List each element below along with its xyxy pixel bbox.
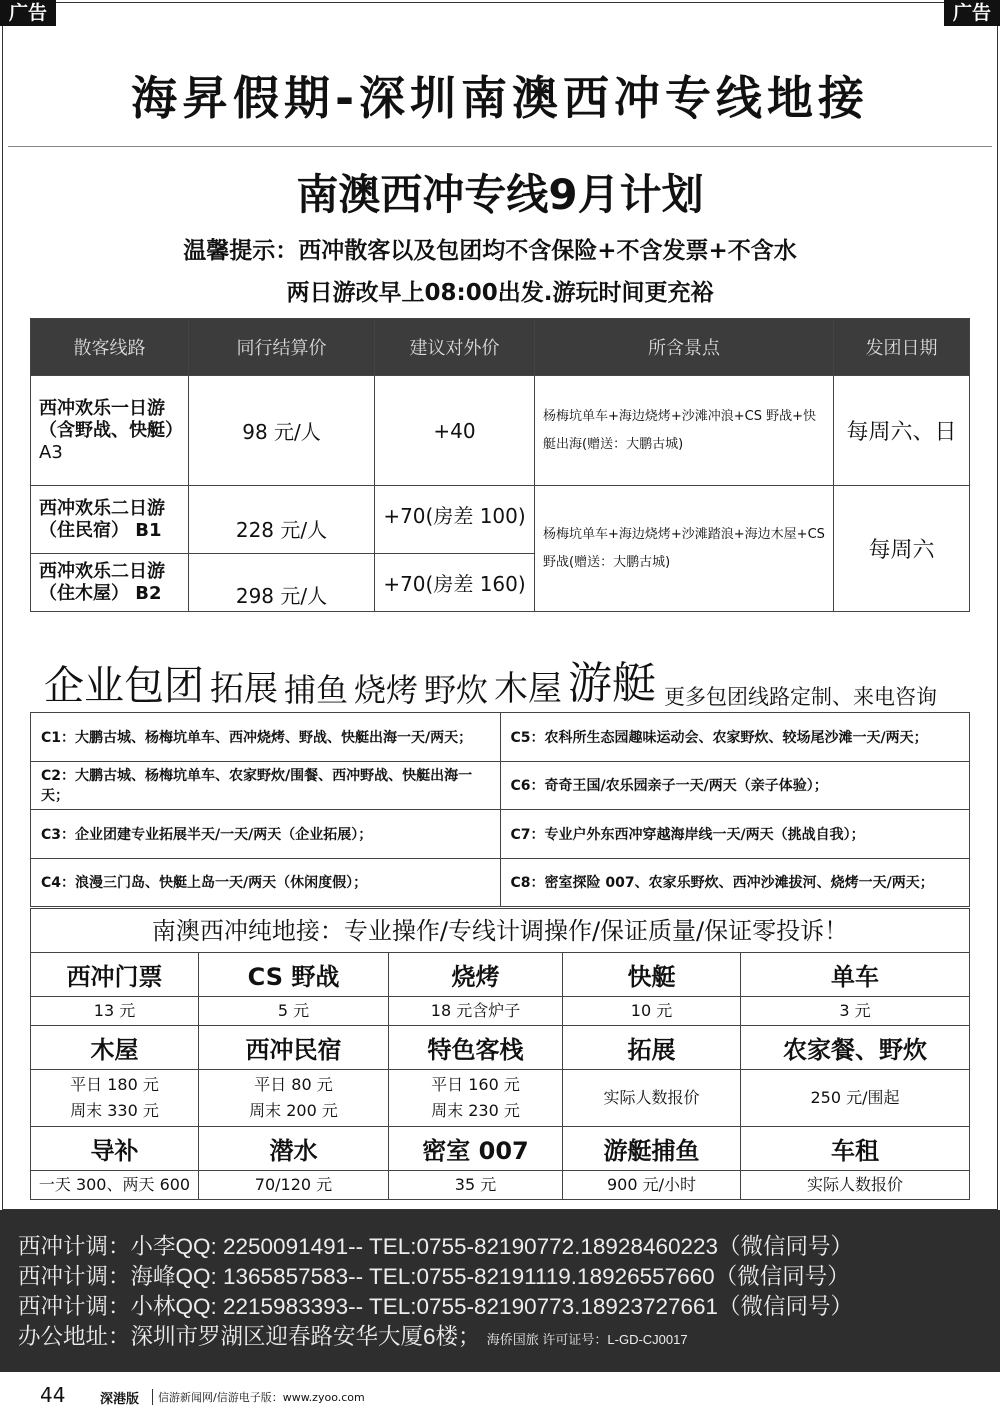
price-item-value: 10 元 — [563, 997, 741, 1026]
group-route: C5：农科所生态园趣味运动会、农家野炊、较场尾沙滩一天/两天； — [500, 713, 970, 762]
price-item-name: 单车 — [741, 953, 970, 997]
net-price: 98 元/人 — [189, 376, 375, 486]
notice: 两日游改早上08:00出发.游玩时间更充裕 — [286, 280, 714, 306]
spots: 杨梅坑单车+海边烧烤+沙滩踏浪+海边木屋+CS 野战(赠送：大鹏古城) — [535, 486, 834, 612]
price-item-name: 烧烤 — [389, 953, 563, 997]
price-name-row — [31, 1026, 970, 1070]
price-item-name: CS 野战 — [199, 953, 389, 997]
table-row — [31, 713, 970, 762]
price-item-name: 快艇 — [563, 953, 741, 997]
table-row — [31, 810, 970, 859]
banner-word: 企业包团 — [44, 663, 204, 709]
subtitle: 南澳西冲专线9月计划 — [296, 170, 704, 219]
banner-word: 游艇 — [568, 657, 657, 709]
group-route: C2：大鹏古城、杨梅坑单车、农家野炊/围餐、西冲野战、快艇出海一天； — [31, 761, 501, 810]
group-route: C4：浪漫三门岛、快艇上岛一天/两天（休闲度假）； — [31, 858, 501, 907]
price-item-value: 实际人数报价 — [563, 1070, 741, 1127]
price-item-value: 18 元含炉子 — [389, 997, 563, 1026]
group-route: C3：企业团建专业拓展半天/一天/两天（企业拓展）； — [31, 810, 501, 859]
group-tour-banner — [44, 624, 658, 708]
price-value-row — [31, 1070, 970, 1127]
price-item-name: 农家餐、野炊 — [741, 1026, 970, 1070]
suggested-price: +70(房差 160) — [375, 554, 535, 612]
divider — [8, 146, 992, 147]
departure-date: 每周六 — [834, 486, 970, 612]
price-item-value: 900 元/小时 — [563, 1171, 741, 1200]
header-cell: 散客线路 — [31, 319, 189, 376]
price-name-row — [31, 1127, 970, 1171]
net-price: 228 元/人 — [189, 486, 375, 554]
banner-word: 捕鱼 — [284, 670, 349, 709]
price-item-name: 潜水 — [199, 1127, 389, 1171]
route-name — [31, 486, 189, 554]
price-item-name: 车租 — [741, 1127, 970, 1171]
route-line: （住木屋） B2 — [39, 582, 162, 604]
group-route: C6：奇奇王国/农乐园亲子一天/两天（亲子体验）； — [500, 761, 970, 810]
address: 办公地址：深圳市罗湖区迎春路安华大厦6楼； — [18, 1324, 481, 1349]
price-item-name: 木屋 — [31, 1026, 199, 1070]
page-title: 海昇假期-深圳南澳西冲专线地接 — [130, 71, 870, 125]
contact-line: 西冲计调：小李QQ: 2250091491-- TEL:0755-82190772.18928460223（微信同号） — [18, 1234, 854, 1259]
price-name-row — [31, 953, 970, 997]
website: 信游新闻网/信游电子版：www.zyoo.com — [152, 1389, 365, 1405]
route-line: A3 — [39, 441, 63, 463]
route-name — [31, 376, 189, 486]
group-route: C7：专业户外东西冲穿越海岸线一天/两天（挑战自我）； — [500, 810, 970, 859]
schedule-table — [30, 318, 970, 612]
table-row — [31, 486, 970, 554]
table-row — [31, 761, 970, 810]
route-line: （住民宿） B1 — [39, 519, 162, 541]
price-item-value: 平日 180 元 周末 330 元 — [31, 1070, 199, 1127]
price-item-value: 3 元 — [741, 997, 970, 1026]
route-line: 西冲欢乐二日游 — [39, 497, 165, 519]
table-header — [31, 319, 970, 376]
route-line: 西冲欢乐二日游 — [39, 560, 165, 582]
price-item-value: 70/120 元 — [199, 1171, 389, 1200]
edition: 深港版 — [100, 1392, 140, 1407]
price-item-value: 250 元/围起 — [741, 1070, 970, 1127]
header-cell: 发团日期 — [834, 319, 970, 376]
contact-line: 西冲计调：小林QQ: 2215983393-- TEL:0755-82190773.18923727661（微信同号） — [18, 1294, 854, 1319]
ad-label-right: 广告 — [944, 0, 1000, 26]
header-cell: 同行结算价 — [189, 319, 375, 376]
group-route: C1：大鹏古城、杨梅坑单车、西冲烧烤、野战、快艇出海一天/两天； — [31, 713, 501, 762]
header-cell: 所含景点 — [535, 319, 834, 376]
table-row — [31, 858, 970, 907]
price-item-value: 一天 300、两天 600 — [31, 1171, 199, 1200]
price-item-value: 5 元 — [199, 997, 389, 1026]
price-item-value: 实际人数报价 — [741, 1171, 970, 1200]
price-item-value: 平日 160 元 周末 230 元 — [389, 1070, 563, 1127]
suggested-price: +40 — [375, 376, 535, 486]
license: 海侨国旅 许可证号：L-GD-CJ0017 — [486, 1332, 688, 1347]
slogan: 南澳西冲纯地接：专业操作/专线计调操作/保证质量/保证零投诉！ — [30, 908, 970, 952]
banner-word: 拓展 — [210, 668, 278, 709]
group-routes-table — [30, 712, 970, 907]
price-item-name: 导补 — [31, 1127, 199, 1171]
contact-footer — [0, 1210, 1000, 1372]
price-item-name: 拓展 — [563, 1026, 741, 1070]
price-item-name: 特色客栈 — [389, 1026, 563, 1070]
table-row — [31, 376, 970, 486]
price-item-name: 密室 007 — [389, 1127, 563, 1171]
price-item-name: 西冲门票 — [31, 953, 199, 997]
page-number: 44 — [40, 1383, 66, 1407]
price-item-name: 西冲民宿 — [199, 1026, 389, 1070]
price-list-table — [30, 952, 970, 1200]
price-item-value: 13 元 — [31, 997, 199, 1026]
contact-line: 西冲计调：海峰QQ: 1365857583-- TEL:0755-82191119.18926557660（微信同号） — [18, 1264, 850, 1289]
header-cell: 建议对外价 — [375, 319, 535, 376]
price-item-name: 游艇捕鱼 — [563, 1127, 741, 1171]
price-item-value: 35 元 — [389, 1171, 563, 1200]
address-line — [18, 1322, 1000, 1355]
banner-word: 野炊 — [424, 670, 489, 709]
price-value-row — [31, 1171, 970, 1200]
ad-label-left: 广告 — [0, 0, 56, 26]
custom-routes-note: 更多包团线路定制、来电咨询 — [664, 685, 937, 709]
banner-word: 木屋 — [494, 668, 563, 709]
price-value-row — [31, 997, 970, 1026]
route-name — [31, 554, 189, 612]
route-line: （含野战、快艇） — [39, 419, 183, 441]
spots: 杨梅坑单车+海边烧烤+沙滩冲浪+CS 野战+快艇出海(赠送：大鹏古城) — [535, 376, 834, 486]
banner-word: 烧烤 — [354, 670, 419, 709]
suggested-price: +70(房差 100) — [375, 486, 535, 554]
notice: 温馨提示：西冲散客以及包团均不含保险+不含发票+不含水 — [183, 238, 797, 264]
group-route: C8：密室探险 007、农家乐野炊、西冲沙滩拔河、烧烤一天/两天； — [500, 858, 970, 907]
departure-date: 每周六、日 — [834, 376, 970, 486]
net-price: 298 元/人 — [189, 554, 375, 612]
route-line: 西冲欢乐一日游 — [39, 397, 165, 419]
price-item-value: 平日 80 元 周末 200 元 — [199, 1070, 389, 1127]
